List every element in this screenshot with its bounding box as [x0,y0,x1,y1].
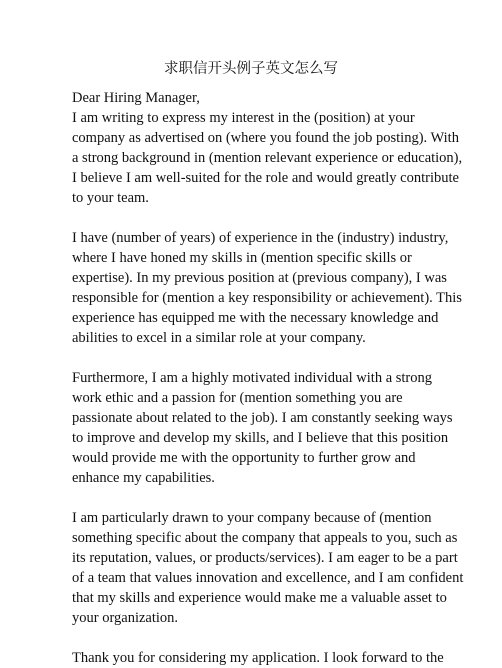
letter-body [72,88,464,668]
paragraph-3 [72,368,453,488]
text-line: that my skills and experience would make me a valuable asset to [72,590,447,606]
text-line: work ethic and a passion for (mention something you are [72,390,403,406]
text-line: enhance my capabilities. [72,470,215,486]
text-line: experience has equipped me with the necessary knowledge and [72,310,439,326]
text-line: I believe I am well-suited for the role and would greatly contribute [72,170,459,186]
text-line: of a team that values innovation and excellence, and I am confident [72,570,464,586]
text-line: Thank you for considering my application. I look forward to the [72,650,444,666]
text-line: responsible for (mention a key responsibility or achievement). This [72,290,462,306]
text-line: its reputation, values, or products/services). I am eager to be a part [72,550,458,566]
paragraph-2 [72,228,462,348]
text-line: something specific about the company that appeals to you, such as [72,530,458,546]
text-line: company as advertised on (where you found the job posting). With [72,130,459,146]
text-line: passionate about related to the job). I am constantly seeking ways [72,410,453,426]
text-line: I am particularly drawn to your company because of (mention [72,510,432,526]
text-line: expertise). In my previous position at (previous company), I was [72,270,447,286]
salutation [72,88,442,108]
salutation-line: Dear Hiring Manager, [72,90,200,106]
document-title: 求职信开头例子英文怎么写 [164,61,338,77]
text-line: your organization. [72,610,179,626]
text-line: I am writing to express my interest in the (position) at your [72,110,415,126]
text-line: where I have honed my skills in (mention specific skills or [72,250,412,266]
text-line: abilities to excel in a similar role at your company. [72,330,366,346]
text-line: to improve and develop my skills, and I believe that this position [72,430,449,446]
paragraph-4 [72,508,464,628]
paragraph-1 [72,108,463,208]
paragraph-5 [72,648,442,668]
text-line: would provide me with the opportunity to further grow and [72,450,416,466]
text-line: a strong background in (mention relevant experience or education), [72,150,463,166]
text-line: to your team. [72,190,149,206]
text-line: I have (number of years) of experience in the (industry) industry, [72,230,449,246]
text-line: Furthermore, I am a highly motivated individual with a strong [72,370,433,386]
